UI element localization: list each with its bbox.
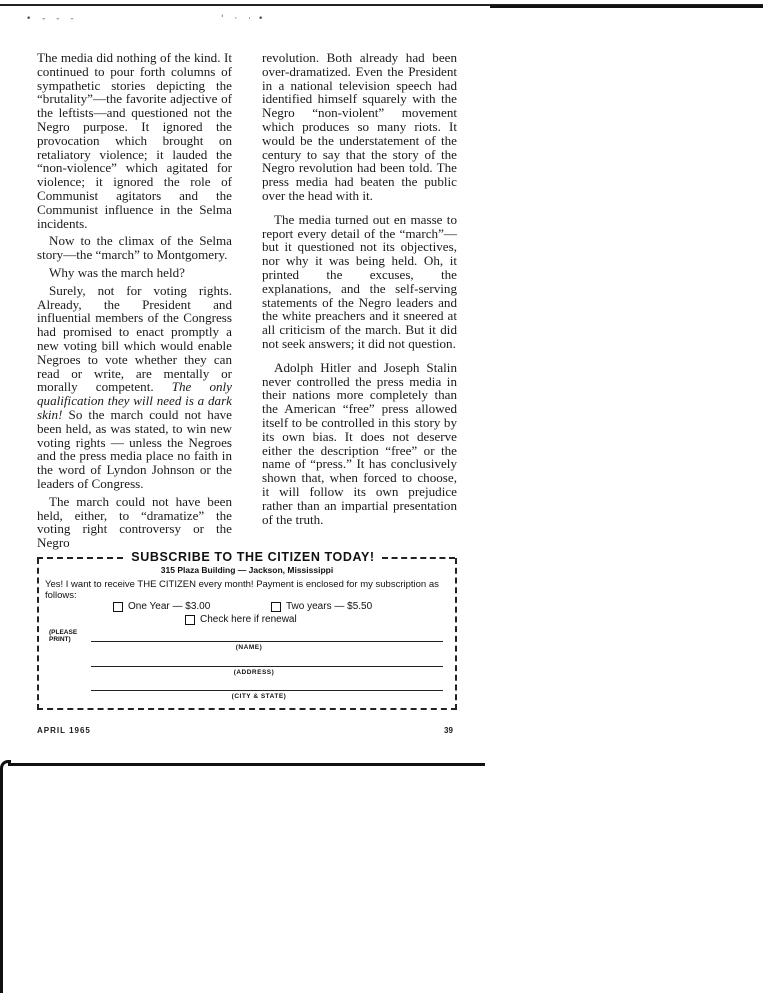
paragraph: The march could not have been held, either, to “dramatize” the voting right controversy or the Negro [37,493,232,551]
paragraph-text: Surely, not for voting rights. Already, the President and influential members of the Congress had promised to enact promptly a new voting bill which would enable Negroes to vote whether they can read or write, are mentally or morally competent. [37,282,232,395]
paragraph: Why was the march held? [49,264,185,280]
checkbox-icon[interactable] [185,615,195,625]
coupon-address: 315 Plaza Building — Jackson, Mississippi [160,565,334,575]
option-label: Check here if renewal [200,614,297,625]
option-renewal[interactable] [185,614,297,625]
coupon-border [382,557,455,559]
header-mark: • [258,14,268,24]
paragraph [37,284,232,491]
city-state-line[interactable] [91,690,443,691]
page-edge [0,760,11,993]
option-label: One Year — $3.00 [128,601,211,612]
paragraph: The media turned out en masse to report every detail of the “march”—but it questioned not its objectives, nor why it was being held. Oh, it printed the excuses, the explanations, and the self-serving statements of the Negro leaders and the white preachers and it sneered at all criticism of the march. But it did not seek answers; it did not question. [262,211,457,351]
italic-emphasis: The only qualification they will need is a dark skin! [37,379,232,422]
checkbox-icon[interactable] [271,602,281,612]
top-rule-heavy [490,5,763,8]
checkbox-icon[interactable] [113,602,123,612]
left-column [37,51,232,550]
coupon-border [37,557,123,559]
subscription-coupon [37,550,457,712]
please-print-label: (PLEASE PRINT) [49,629,78,643]
address-line[interactable] [91,666,443,667]
name-line[interactable] [91,641,443,642]
name-label: (NAME) [235,644,263,651]
paragraph: Adolph Hitler and Joseph Stalin never controlled the press media in their nations more completely than the American “free” press allowed itself to be controlled in this story by its own bias. It does not deserve either the description “free” or the name of “press.” It has conclusively shown that, when forced to choose, it will follow its own prejudice rather than an impartial presentation of the truth. [262,359,457,527]
header-mark: ' · · [221,14,255,24]
address-label: (ADDRESS) [233,669,275,676]
issue-date: APRIL 1965 [37,726,91,735]
paragraph: Now to the climax of the Selma story—the “march” to Montgomery. [37,233,232,263]
paragraph: The media did nothing of the kind. It continued to pour forth columns of sympathetic stories depicting the “brutality”—the favorite adjective of the leftists—and questioned not the Negro purpose. It ignored the provocation which brought on retaliatory violence; it lauded the “non-violence” which agitated for violence; it ignored the role of Communist agitators and the Communist influence in the Selma incidents. [37,50,232,231]
paragraph: revolution. Both already had been over-dramatized. Even the President in a national television speech had identified himself squarely with the Negro “non-violent” movement which produces so many riots. It would be the understatement of the century to say that the story of the Negro revolution had been told. The press media had beaten the public over the head with it. [262,50,457,203]
option-two-years[interactable] [271,601,372,612]
city-state-label: (CITY & STATE) [231,693,287,700]
header-marks [26,14,486,34]
paragraph-text: So the march could not have been held, as was stated, to win new voting rights — unless the Negroes and the press media place no faith in the word of Lyndon Johnson or the leaders of Congress. [37,406,232,491]
bottom-rule [8,763,485,766]
right-column [262,51,457,526]
option-label: Two years — $5.50 [286,601,373,612]
coupon-title: SUBSCRIBE TO THE CITIZEN TODAY! [131,550,375,564]
page-number: 39 [444,726,453,735]
header-mark: • - - - [26,14,78,24]
coupon-body: Yes! I want to receive THE CITIZEN every month! Payment is enclosed for my subscription as follows: [45,579,439,601]
option-one-year[interactable] [113,601,210,612]
